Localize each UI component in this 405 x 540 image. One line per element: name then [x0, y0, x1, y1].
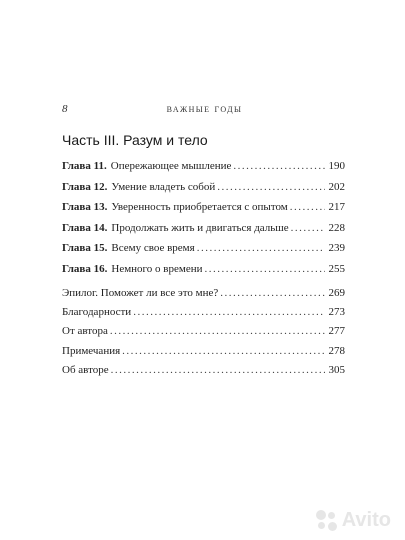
entry-title: Благодарности: [62, 306, 132, 319]
dot-leader: [217, 177, 325, 198]
running-title: важные годы: [166, 103, 243, 115]
running-head: [62, 103, 347, 117]
toc-entry-chapter-13: [62, 197, 345, 218]
toc-chapters: [62, 156, 345, 280]
dot-leader: [291, 218, 325, 239]
dot-leader: [111, 361, 325, 380]
entry-page: 269: [328, 287, 345, 299]
chapter-title: Немного о времени: [111, 262, 203, 275]
chapter-page: 255: [328, 262, 345, 275]
entry-title: Об авторе: [62, 363, 109, 376]
chapter-page: 190: [328, 160, 345, 172]
dot-leader: [290, 197, 325, 218]
chapter-title: Опережающее мышление: [110, 160, 232, 172]
part-title: Часть III. Разум и тело: [62, 132, 208, 148]
dot-leader: [110, 322, 325, 341]
toc-entry-acknowledgements: [62, 303, 345, 322]
page-number: 8: [62, 103, 68, 115]
entry-page: 278: [328, 344, 345, 357]
toc-entry-chapter-12: [62, 177, 345, 198]
chapter-page: 239: [328, 242, 345, 255]
chapter-title: Уверенность приобретается с опытом: [111, 201, 288, 214]
toc-entry-chapter-11: [62, 156, 345, 177]
chapter-label: Глава 16.: [62, 262, 108, 275]
dot-leader: [220, 284, 325, 303]
chapter-label: Глава 11.: [62, 160, 107, 172]
toc-entry-chapter-14: [62, 218, 345, 239]
toc-entry-chapter-16: [62, 259, 345, 280]
entry-page: 305: [328, 363, 345, 376]
entry-title: Примечания: [62, 344, 121, 357]
chapter-label: Глава 13.: [62, 201, 108, 214]
toc-entry-chapter-15: [62, 238, 345, 259]
toc-back-matter: [62, 284, 345, 380]
chapter-page: 202: [328, 180, 345, 193]
dot-leader: [204, 259, 325, 280]
watermark-text: Avito: [341, 509, 391, 531]
avito-logo-icon: [316, 510, 338, 532]
dot-leader: [233, 156, 325, 177]
dot-leader: [122, 342, 325, 361]
dot-leader: [133, 303, 325, 322]
chapter-label: Глава 12.: [62, 180, 108, 193]
chapter-label: Глава 15.: [62, 242, 108, 255]
chapter-label: Глава 14.: [62, 221, 108, 234]
toc-entry-about-author: [62, 361, 345, 380]
toc-entry-from-author: [62, 322, 345, 341]
entry-title: От автора: [62, 325, 108, 338]
entry-title: Эпилог. Поможет ли все это мне?: [62, 287, 219, 299]
dot-leader: [197, 238, 325, 259]
entry-page: 273: [328, 306, 345, 319]
toc-entry-notes: [62, 342, 345, 361]
entry-page: 277: [328, 325, 345, 338]
chapter-page: 228: [328, 221, 345, 234]
toc-entry-epilogue: [62, 284, 345, 303]
avito-watermark: [316, 509, 391, 532]
chapter-title: Продолжать жить и двигаться дальше: [111, 221, 289, 234]
chapter-title: Умение владеть собой: [111, 180, 216, 193]
chapter-title: Всему свое время: [111, 242, 195, 255]
chapter-page: 217: [328, 201, 345, 214]
